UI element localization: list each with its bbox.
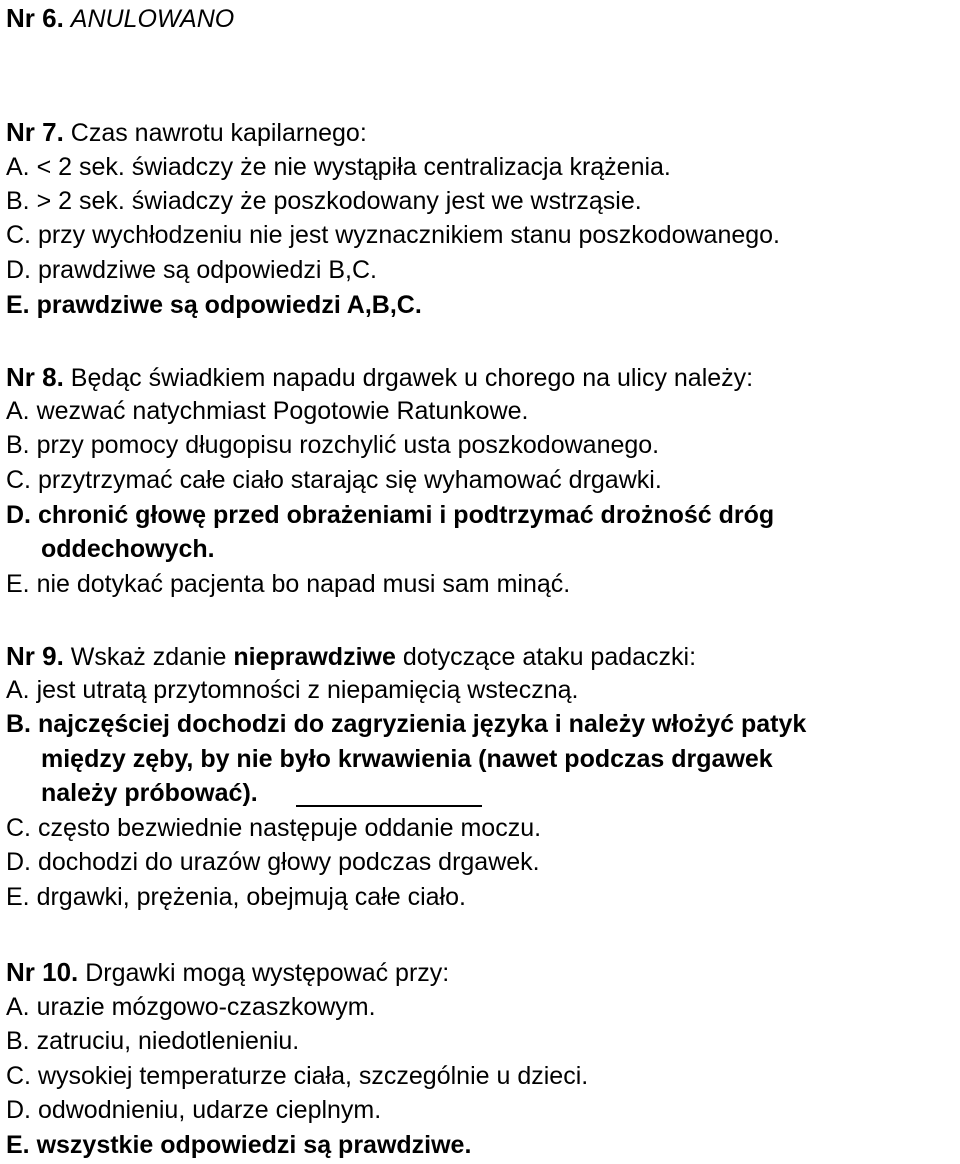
question-8-answer-d-continued: oddechowych.: [41, 535, 215, 563]
question-6-number: Nr 6.: [6, 3, 64, 33]
question-7-header: [6, 117, 367, 148]
question-9-answer-b: B. najczęściej dochodzi do zagryzienia języka i należy włożyć patyk: [6, 710, 807, 738]
question-10-answer-b: B. zatruciu, niedotlenieniu.: [6, 1027, 300, 1055]
question-9-answer-c: C. często bezwiednie następuje oddanie moczu.: [6, 814, 542, 842]
question-7-answer-a: A. < 2 sek. świadczy że nie wystąpiła centralizacja krążenia.: [6, 153, 671, 181]
question-9-answer-d: D. dochodzi do urazów głowy podczas drgawek.: [6, 848, 540, 876]
question-7-number: Nr 7.: [6, 117, 64, 147]
question-10-number: Nr 10.: [6, 957, 79, 987]
question-9-number: Nr 9.: [6, 641, 64, 671]
question-8-answer-a: A. wezwać natychmiast Pogotowie Ratunkowe.: [6, 397, 529, 425]
question-7-text: Czas nawrotu kapilarnego:: [70, 119, 367, 147]
question-7-answer-e: E. prawdziwe są odpowiedzi A,B,C.: [6, 291, 422, 319]
question-9-answer-b-continued-1: między zęby, by nie było krwawienia (nawet podczas drgawek: [41, 745, 773, 773]
question-10-answer-d: D. odwodnieniu, udarze cieplnym.: [6, 1096, 382, 1124]
question-9-text-pre: Wskaż zdanie: [70, 643, 234, 671]
question-10-answer-e: E. wszystkie odpowiedzi są prawdziwe.: [6, 1131, 472, 1159]
question-7-answer-b: B. > 2 sek. świadczy że poszkodowany jest we wstrząsie.: [6, 187, 642, 215]
question-9-answer-b-continued-2: należy próbować).: [41, 779, 258, 807]
question-10-header: [6, 957, 449, 988]
question-8-answer-e: E. nie dotykać pacjenta bo napad musi sam minąć.: [6, 570, 571, 598]
answer-underline: [296, 805, 482, 807]
question-7-answer-d: D. prawdziwe są odpowiedzi B,C.: [6, 256, 377, 284]
question-8-header: [6, 362, 753, 393]
question-6-header: [6, 3, 234, 34]
question-8-answer-c: C. przytrzymać całe ciało starając się wyhamować drgawki.: [6, 466, 662, 494]
question-10-answer-a: A. urazie mózgowo-czaszkowym.: [6, 993, 376, 1021]
question-8-text: Będąc świadkiem napadu drgawek u chorego na ulicy należy:: [70, 364, 754, 392]
question-7-answer-c: C. przy wychłodzeniu nie jest wyznacznikiem stanu poszkodowanego.: [6, 221, 780, 249]
question-9-answer-a: A. jest utratą przytomności z niepamięcią wsteczną.: [6, 676, 579, 704]
question-9-answer-e: E. drgawki, prężenia, obejmują całe ciało.: [6, 883, 466, 911]
question-9-text-post: dotyczące ataku padaczki:: [395, 643, 697, 671]
question-10-answer-c: C. wysokiej temperaturze ciała, szczególnie u dzieci.: [6, 1062, 589, 1090]
question-9-header: [6, 641, 696, 672]
question-9-text-emphasis: nieprawdziwe: [233, 643, 396, 671]
question-10-text: Drgawki mogą występować przy:: [85, 959, 450, 987]
question-6-status: ANULOWANO: [70, 5, 235, 33]
question-8-answer-d: D. chronić głowę przed obrażeniami i podtrzymać drożność dróg: [6, 501, 775, 529]
question-8-answer-b: B. przy pomocy długopisu rozchylić usta poszkodowanego.: [6, 431, 660, 459]
question-8-number: Nr 8.: [6, 362, 64, 392]
